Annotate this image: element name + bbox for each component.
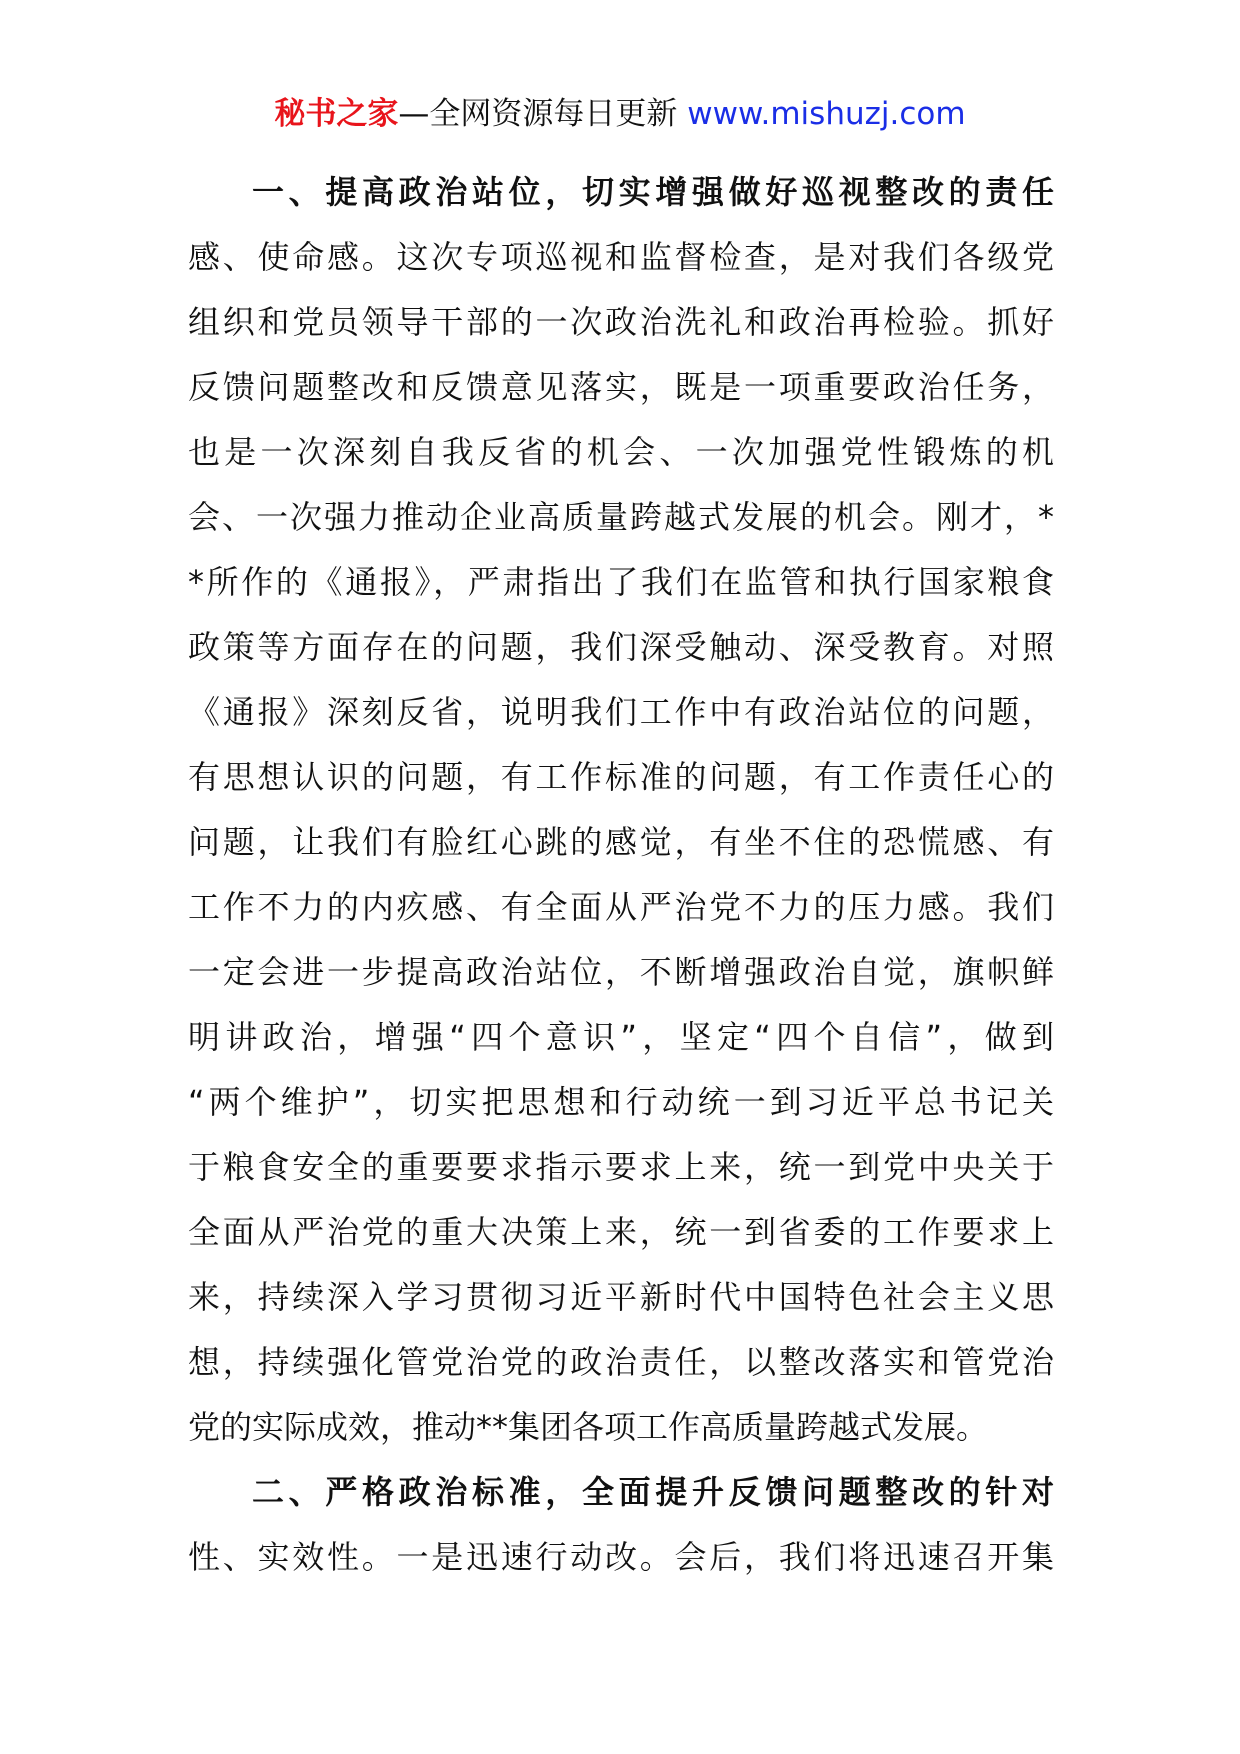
paragraph-line: 《通报》深刻反省，说明我们工作中有政治站位的问题， — [188, 693, 1054, 731]
document-body — [188, 160, 1054, 1590]
paragraph-line: 明讲政治，增强“四个意识”，坚定“四个自信”，做到 — [188, 1018, 1054, 1056]
paragraph-line: 来，持续深入学习贯彻习近平新时代中国特色社会主义思 — [188, 1278, 1054, 1316]
site-url-link[interactable]: www.mishuzj.com — [687, 96, 966, 132]
paragraph-line: *所作的《通报》，严肃指出了我们在监管和执行国家粮食 — [188, 563, 1054, 601]
paragraph-line: 性、实效性。一是迅速行动改。会后，我们将迅速召开集 — [188, 1538, 1054, 1576]
brand-name: 秘书之家 — [274, 96, 399, 132]
paragraph-line: 组织和党员领导干部的一次政治洗礼和政治再检验。抓好 — [188, 303, 1054, 341]
document-header — [0, 92, 1240, 136]
paragraph-line: 感、使命感。这次专项巡视和监督检查，是对我们各级党 — [188, 238, 1054, 276]
paragraph-last-line: 党的实际成效，推动**集团各项工作高质量跨越式发展。 — [188, 1408, 989, 1446]
paragraph-line: 一定会进一步提高政治站位，不断增强政治自觉，旗帜鲜 — [188, 953, 1054, 991]
paragraph-line: “两个维护”，切实把思想和行动统一到习近平总书记关 — [188, 1083, 1054, 1121]
paragraph-line: 会、一次强力推动企业高质量跨越式发展的机会。刚才，* — [188, 498, 1054, 536]
paragraph-line: 于粮食安全的重要要求指示要求上来，统一到党中央关于 — [188, 1148, 1054, 1186]
paragraph-line: 工作不力的内疚感、有全面从严治党不力的压力感。我们 — [188, 888, 1054, 926]
paragraph-line: 也是一次深刻自我反省的机会、一次加强党性锻炼的机 — [188, 433, 1054, 471]
paragraph-line: 问题，让我们有脸红心跳的感觉，有坐不住的恐慌感、有 — [188, 823, 1054, 861]
header-tagline: —全网资源每日更新 — [398, 96, 688, 132]
paragraph-line: 政策等方面存在的问题，我们深受触动、深受教育。对照 — [188, 628, 1054, 666]
paragraph-line: 反馈问题整改和反馈意见落实，既是一项重要政治任务， — [188, 368, 1054, 406]
paragraph-line: 有思想认识的问题，有工作标准的问题，有工作责任心的 — [188, 758, 1054, 796]
section-heading-line: 二、严格政治标准，全面提升反馈问题整改的针对 — [252, 1473, 1054, 1511]
section-heading-line: 一、提高政治站位，切实增强做好巡视整改的责任 — [252, 173, 1054, 211]
paragraph-line: 全面从严治党的重大决策上来，统一到省委的工作要求上 — [188, 1213, 1054, 1251]
paragraph-line: 想，持续强化管党治党的政治责任，以整改落实和管党治 — [188, 1343, 1054, 1381]
